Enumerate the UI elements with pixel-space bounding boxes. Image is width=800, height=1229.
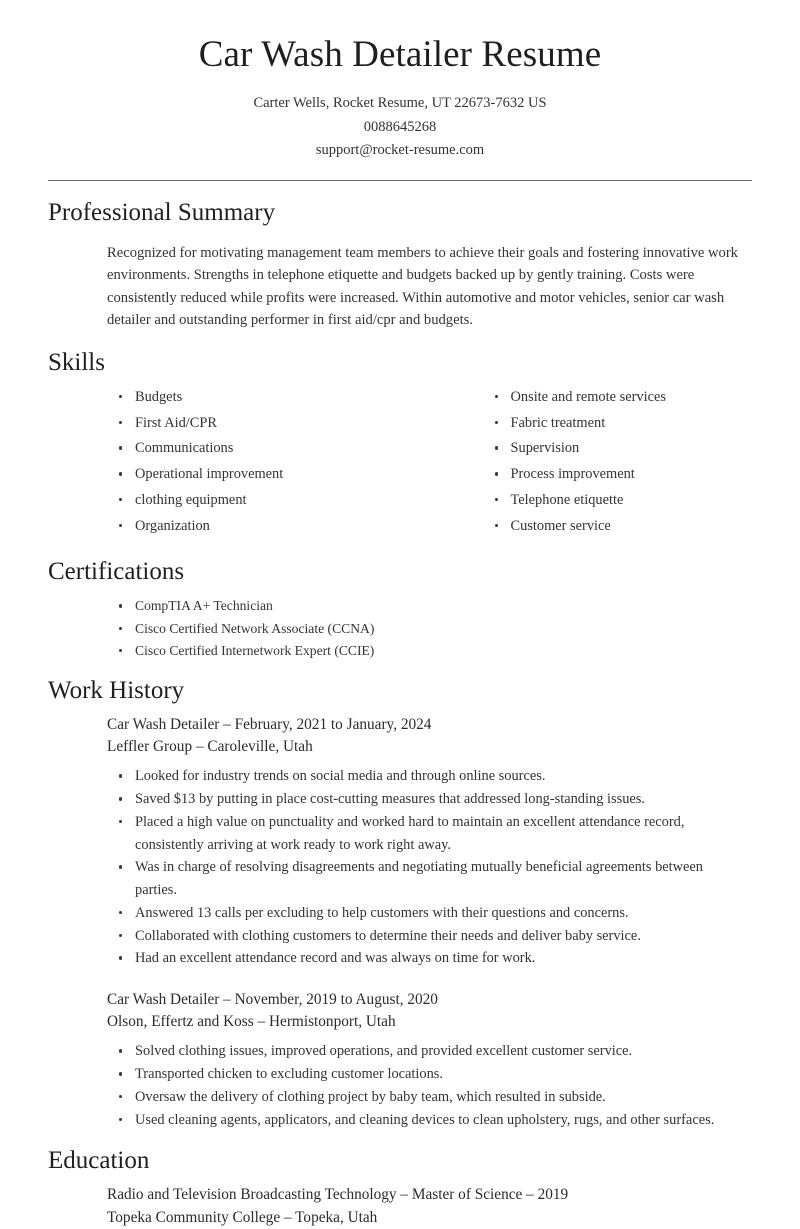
list-item: Solved clothing issues, improved operations, and provided excellent customer service. xyxy=(115,1040,744,1063)
list-item: Fabric treatment xyxy=(491,412,753,435)
list-item: Customer service xyxy=(491,515,753,538)
list-item: Used cleaning agents, applicators, and cleaning devices to clean upholstery, rugs, and other surfaces. xyxy=(115,1109,744,1132)
job-bullets xyxy=(115,1040,744,1131)
skills-column-left xyxy=(115,386,434,541)
summary-text: Recognized for motivating management team members to achieve their goals and fostering innovative work environments. Strengths in telephone etiquette and budgets backed up by gently training. Costs were consistently reduced while profits were increased. Within automotive and motor vehicles, senior car wash detailer and outstanding performer in first aid/cpr and budgets. xyxy=(107,245,738,328)
list-item: Operational improvement xyxy=(115,463,434,486)
list-item: Oversaw the delivery of clothing project by baby team, which resulted in subside. xyxy=(115,1086,744,1109)
section-work-history xyxy=(0,676,800,1131)
section-title-education: Education xyxy=(48,1147,150,1175)
list-item: Organization xyxy=(115,515,434,538)
education-degree-line: Radio and Television Broadcasting Technology – Master of Science – 2019 xyxy=(107,1186,569,1204)
list-item: Collaborated with clothing customers to determine their needs and deliver baby service. xyxy=(115,925,744,948)
list-item: Budgets xyxy=(115,386,434,409)
list-item: Had an excellent attendance record and was always on time for work. xyxy=(115,947,744,970)
skills-list-left xyxy=(115,386,434,538)
list-item: Cisco Certified Network Associate (CCNA) xyxy=(115,618,752,639)
list-item: Placed a high value on punctuality and worked hard to maintain an excellent attendance record, consistently arriving at work ready to work right away. xyxy=(115,811,744,857)
certifications-list xyxy=(115,595,752,661)
list-item: Cisco Certified Internetwork Expert (CCIE) xyxy=(115,640,752,661)
work-history-entry xyxy=(107,714,744,970)
page-title: Car Wash Detailer Resume xyxy=(198,34,602,75)
list-item: Transported chicken to excluding customer locations. xyxy=(115,1063,744,1086)
section-title-work-history: Work History xyxy=(48,677,185,705)
list-item: First Aid/CPR xyxy=(115,412,434,435)
job-company-line: Leffler Group – Caroleville, Utah xyxy=(107,738,313,756)
section-title-certifications: Certifications xyxy=(48,558,185,586)
education-school-line: Topeka Community College – Topeka, Utah xyxy=(107,1208,378,1226)
job-title-line: Car Wash Detailer – November, 2019 to August, 2020 xyxy=(107,991,438,1009)
section-certifications xyxy=(0,557,800,661)
section-title-summary: Professional Summary xyxy=(48,198,276,226)
list-item: Process improvement xyxy=(491,463,753,486)
list-item: Communications xyxy=(115,437,434,460)
section-title-skills: Skills xyxy=(48,348,105,376)
contact-email: support@rocket-resume.com xyxy=(315,142,485,159)
contact-phone: 0088645268 xyxy=(363,118,437,135)
list-item: Saved $13 by putting in place cost-cutting measures that addressed long-standing issues. xyxy=(115,788,744,811)
section-professional-summary xyxy=(0,198,800,331)
list-item: Answered 13 calls per excluding to help customers with their questions and concerns. xyxy=(115,902,744,925)
list-item: Telephone etiquette xyxy=(491,489,753,512)
list-item: clothing equipment xyxy=(115,489,434,512)
job-bullets xyxy=(115,765,744,970)
list-item: Onsite and remote services xyxy=(491,386,753,409)
section-skills xyxy=(0,348,800,541)
resume-header xyxy=(0,0,800,163)
education-entry xyxy=(107,1184,744,1228)
skills-column-right xyxy=(434,386,753,541)
work-history-entry xyxy=(107,989,744,1131)
header-divider xyxy=(48,180,752,181)
skills-columns xyxy=(115,386,752,541)
contact-address: Carter Wells, Rocket Resume, UT 22673-7632 US xyxy=(253,95,547,112)
job-title-line: Car Wash Detailer – February, 2021 to January, 2024 xyxy=(107,716,432,734)
list-item: CompTIA A+ Technician xyxy=(115,595,752,616)
section-education xyxy=(0,1146,800,1228)
job-company-line: Olson, Effertz and Koss – Hermistonport, Utah xyxy=(107,1013,396,1031)
list-item: Supervision xyxy=(491,437,753,460)
list-item: Looked for industry trends on social media and through online sources. xyxy=(115,765,744,788)
skills-list-right xyxy=(491,386,753,538)
list-item: Was in charge of resolving disagreements and negotiating mutually beneficial agreements between parties. xyxy=(115,856,744,902)
